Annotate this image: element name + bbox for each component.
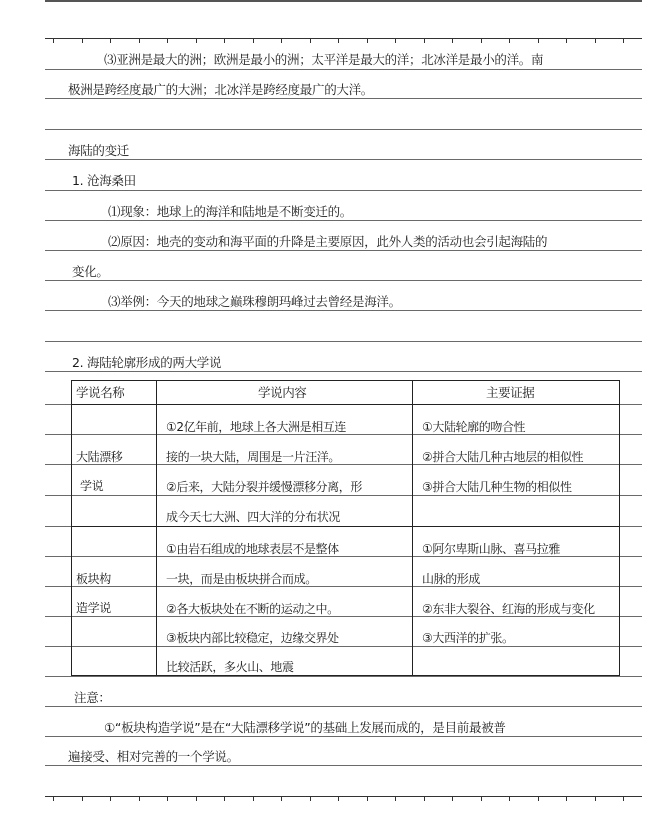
row1-evidence-line3: ③拼合大陆几种生物的相似性 [422, 480, 572, 494]
ruler-tick [481, 39, 482, 43]
row1-evidence-line2: ②拼合大陆几种古地层的相似性 [422, 450, 584, 464]
ruled-line [45, 250, 642, 251]
ruled-line [45, 676, 642, 677]
row1-name-line2: 学说 [80, 479, 104, 493]
ruled-line [45, 310, 642, 311]
section-title: 海陆的变迁 [68, 143, 130, 158]
ruler-tick [53, 39, 54, 43]
ruler-tick [595, 39, 596, 43]
table-header-evidence: 主要证据 [486, 385, 535, 400]
subsection-1-title: 1. 沧海桑田 [72, 173, 136, 188]
row1-evidence-line1: ①大陆轮廓的吻合性 [422, 420, 526, 434]
ruler-tick [424, 39, 425, 43]
ruler-tick [310, 797, 311, 801]
ruled-line [45, 190, 642, 191]
ruler-tick [253, 39, 254, 43]
ruler-tick [167, 797, 168, 801]
ruled-line [45, 69, 642, 70]
ruler-tick [110, 39, 111, 43]
ruler-tick [538, 797, 539, 801]
ruler-tick [452, 39, 453, 43]
note-1-line-1: ①“板块构造学说”是在“大陆漂移学说”的基础上发展而成的，是目前最被普 [104, 720, 506, 735]
ruler-tick [566, 797, 567, 801]
row2-content-line5: 比较活跃，多火山、地震 [166, 660, 294, 674]
row2-content-line1: ①由岩石组成的地球表层不是整体 [166, 542, 339, 556]
ruler-tick [196, 797, 197, 801]
ruler-tick [623, 797, 624, 801]
ruler-tick [367, 39, 368, 43]
ruler-tick [595, 797, 596, 801]
subsection-1-item-1: ⑴现象：地球上的海洋和陆地是不断变迁的。 [108, 204, 353, 219]
ruler-tick [481, 797, 482, 801]
theory-table [71, 380, 620, 676]
row2-evidence-line2: 山脉的形成 [422, 572, 481, 586]
note-1-line-2: 遍接受、相对完善的一个学说。 [68, 749, 239, 764]
ruler-tick [139, 39, 140, 43]
ruler-tick [82, 39, 83, 43]
ruler-tick [623, 39, 624, 43]
ruled-line [45, 371, 642, 372]
ruled-line [45, 220, 642, 221]
row2-name-line1: 板块构 [76, 572, 111, 586]
ruled-line [45, 341, 642, 342]
row1-content-line1: ①2亿年前，地球上各大洲是相互连 [166, 420, 346, 434]
table-header-content: 学说内容 [258, 385, 307, 400]
ruler-tick [452, 797, 453, 801]
ruled-line [45, 706, 642, 707]
row2-content-line4: ③板块内部比较稳定，边缘交界处 [166, 631, 339, 645]
ruler-tick [338, 39, 339, 43]
ruler-tick [110, 797, 111, 801]
row2-evidence-line1: ①阿尔卑斯山脉、喜马拉雅 [422, 542, 560, 556]
ruled-line [45, 159, 642, 160]
ruled-line [45, 129, 642, 130]
ruler-tick [566, 39, 567, 43]
ruler-tick [281, 797, 282, 801]
ruler-tick [224, 39, 225, 43]
row2-evidence-line4: ③大西洋的扩张。 [422, 631, 514, 645]
ruler-tick [82, 797, 83, 801]
ruled-tick-line-top [45, 38, 642, 39]
ruled-tick-line-bottom [45, 796, 642, 797]
ruler-tick [395, 797, 396, 801]
row2-name-line2: 造学说 [76, 601, 111, 615]
ruler-tick [53, 797, 54, 801]
ruler-tick [509, 39, 510, 43]
row1-content-line3: ②后来，大陆分裂并缓慢漂移分离，形 [166, 480, 362, 494]
ruler-tick [196, 39, 197, 43]
row1-content-line2: 接的一块大陆，周围是一片汪洋。 [166, 450, 341, 464]
subsection-1-item-2: ⑵原因：地壳的变动和海平面的升降是主要原因，此外人类的活动也会引起海陆的 [108, 234, 548, 249]
ruler-tick [281, 39, 282, 43]
row2-content-line3: ②各大板块处在不断的运动之中。 [166, 602, 339, 616]
table-column-divider [156, 381, 157, 675]
subsection-1-item-2-continuation: 变化。 [72, 264, 109, 279]
ruler-tick [167, 39, 168, 43]
ruler-tick [424, 797, 425, 801]
page-top-border [45, 0, 642, 2]
subsection-1-item-3: ⑶举例：今天的地球之巅珠穆朗玛峰过去曾经是海洋。 [108, 294, 401, 309]
ruler-tick [538, 39, 539, 43]
subsection-2-title: 2. 海陆轮廓形成的两大学说 [72, 355, 222, 370]
continuation-line-2: 极洲是跨经度最广的大洲；北冰洋是跨经度最广的大洋。 [68, 82, 374, 97]
row2-content-line2: 一块，而是由板块拼合而成。 [166, 572, 317, 586]
ruler-tick [338, 797, 339, 801]
ruler-tick [253, 797, 254, 801]
ruler-tick [310, 39, 311, 43]
row2-evidence-line3: ②东非大裂谷、红海的形成与变化 [422, 602, 595, 616]
row1-name-line1: 大陆漂移 [76, 450, 123, 464]
table-header-name: 学说名称 [76, 385, 125, 400]
ruler-tick [139, 797, 140, 801]
row1-content-line4: 成今天七大洲、四大洋的分布状况 [166, 510, 341, 524]
ruled-line [45, 736, 642, 737]
table-column-divider [412, 381, 413, 675]
table-header-divider [72, 404, 619, 405]
ruler-tick [224, 797, 225, 801]
ruled-line [45, 280, 642, 281]
ruler-tick [395, 39, 396, 43]
ruled-line [45, 765, 642, 766]
ruler-tick [367, 797, 368, 801]
notes-title: 注意： [74, 690, 111, 705]
ruled-line [45, 98, 642, 99]
continuation-line-1: ⑶亚洲是最大的洲；欧洲是最小的洲；太平洋是最大的洋；北冰洋是最小的洋。南 [104, 52, 544, 67]
table-row-divider [72, 526, 619, 527]
ruler-tick [509, 797, 510, 801]
